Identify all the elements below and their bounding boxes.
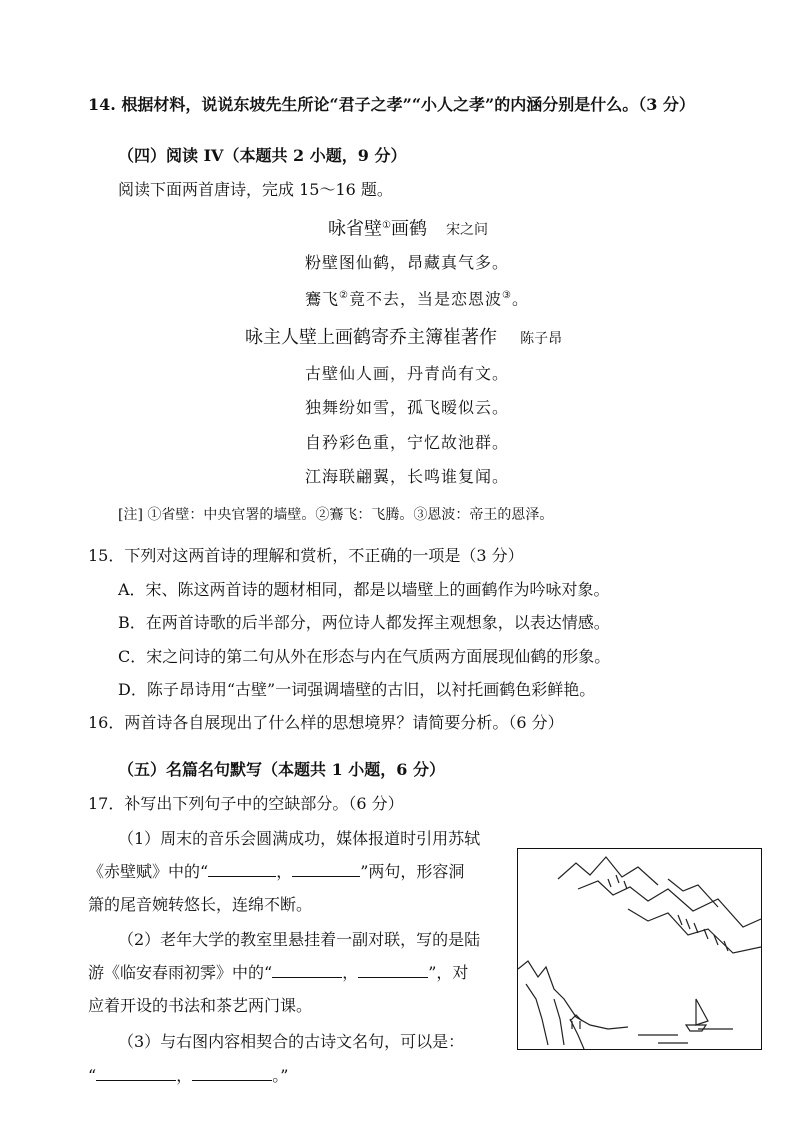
answer-blank-6[interactable]: [192, 1066, 272, 1081]
poem1-line2-b: 竟不去，当是恋恩波: [348, 289, 502, 309]
cliff-detail-2: [554, 999, 564, 1045]
mountain-sailboat-drawing: [518, 849, 761, 1049]
q17-p3-line2: [88, 1066, 288, 1086]
question-15-stem: 15．下列对这两首诗的理解和赏析，不正确的一项是（3 分）: [88, 546, 524, 565]
q17-p1-text-a: 《赤壁赋》中的“: [88, 862, 209, 881]
poem1-title-row: [328, 216, 488, 240]
q17-p3-close: 。”: [272, 1066, 289, 1085]
q17-p3-open: “: [88, 1066, 97, 1085]
section-5-heading: （五）名篇名句默写（本题共 1 小题，6 分）: [118, 760, 445, 779]
mountain-ridge-2: [578, 881, 761, 927]
question-14: 14. 根据材料，说说东坡先生所论“君子之孝”“小人之孝”的内涵分别是什么。（3 分）: [88, 95, 695, 114]
question-17-stem: 17．补写出下列句子中的空缺部分。（6 分）: [88, 794, 404, 813]
mountain-ridge-3: [628, 909, 761, 953]
poem2-line4: 江海联翩翼，长鸣谁复闻。: [305, 467, 510, 486]
question-15-option-b: B．在两首诗歌的后半部分，两位诗人都发挥主观想象，以表达情感。: [118, 613, 610, 632]
q17-p1-text-b: ”两句，形容洞: [360, 862, 465, 881]
poem2-line1: 古壁仙人画，丹青尚有文。: [305, 364, 510, 383]
poem1-note-2: ②: [339, 290, 349, 301]
poem1-author: 宋之问: [446, 222, 489, 239]
poem1-title: 咏省壁: [328, 218, 382, 240]
question-16: 16．两首诗各自展现出了什么样的思想境界？请简要分析。（6 分）: [88, 713, 564, 732]
poem2-line3: 自矜彩色重，宁忆故池群。: [305, 433, 510, 452]
q17-p2-line3: 应着开设的书法和茶艺两门课。: [88, 996, 313, 1015]
poem1-line2-a: 鶱飞: [305, 289, 340, 309]
answer-blank-5[interactable]: [96, 1066, 176, 1081]
section-4-heading: （四）阅读 IV（本题共 2 小题，9 分）: [118, 146, 407, 165]
q17-p2-comma: ，: [342, 963, 359, 982]
q17-p2-text-b: ”，对: [428, 963, 469, 982]
question-15-option-c: C．宋之问诗的第二句从外在形态与内在气质两方面展现仙鹤的形象。: [118, 647, 611, 666]
poem1-title-end: 画鹤: [390, 218, 427, 240]
poem2-line2: 独舞纷如雪，孤飞暧似云。: [305, 398, 510, 417]
question-15-option-a: A．宋、陈这两首诗的题材相同，都是以墙壁上的画鹤作为吟咏对象。: [118, 580, 610, 599]
mountain-ridge-1: [558, 857, 658, 885]
poem2-author: 陈子昂: [520, 331, 563, 347]
answer-blank-1[interactable]: [208, 862, 276, 877]
q17-p2-line1: （2）老年大学的教室里悬挂着一副对联，写的是陆: [118, 930, 481, 949]
poem1-line2: [305, 286, 529, 309]
boat-hull: [686, 1025, 706, 1031]
q17-p2-line2: [88, 963, 468, 983]
poem1-line1: 粉壁图仙鹤，昂藏真气多。: [305, 253, 510, 272]
q17-p3-line1: （3）与右图内容相契合的古诗文名句，可以是：: [118, 1032, 465, 1051]
poem2-title-row: [245, 328, 562, 349]
peak-hatching: [608, 875, 627, 889]
poem1-line2-c: 。: [511, 289, 529, 309]
q17-p1-line2: [88, 862, 464, 882]
landscape-illustration: [517, 848, 762, 1050]
answer-blank-4[interactable]: [358, 963, 428, 978]
q17-p1-comma: ，: [276, 862, 293, 881]
q17-p1-line3: 箫的尾音婉转悠长，连绵不断。: [88, 895, 313, 914]
poem-note: [注] ①省壁：中央官署的墙壁。②鶱飞：飞腾。③恩波：帝王的恩泽。: [118, 507, 554, 523]
boat-sail: [696, 999, 708, 1025]
q17-p3-comma: ，: [176, 1066, 193, 1085]
question-15-option-d: D．陈子昂诗用“古壁”一词强调墙壁的古旧，以衬托画鹤色彩鲜艳。: [118, 680, 596, 699]
water-lines: [638, 1029, 733, 1043]
poem2-title: 咏主人壁上画鹤寄乔主簿崔著作: [245, 327, 497, 348]
answer-blank-3[interactable]: [272, 963, 342, 978]
cliff-detail-1: [526, 984, 548, 1045]
answer-blank-2[interactable]: [292, 862, 360, 877]
poem1-note-3: ③: [502, 290, 512, 301]
q17-p1-line1: （1）周末的音乐会圆满成功，媒体报道时引用苏轼: [118, 829, 481, 848]
section-4-intro: 阅读下面两首唐诗，完成 15～16 题。: [118, 180, 393, 199]
q17-p2-text-a: 游《临安春雨初霁》中的“: [88, 963, 273, 982]
poem1-title-note: ①: [382, 220, 391, 231]
